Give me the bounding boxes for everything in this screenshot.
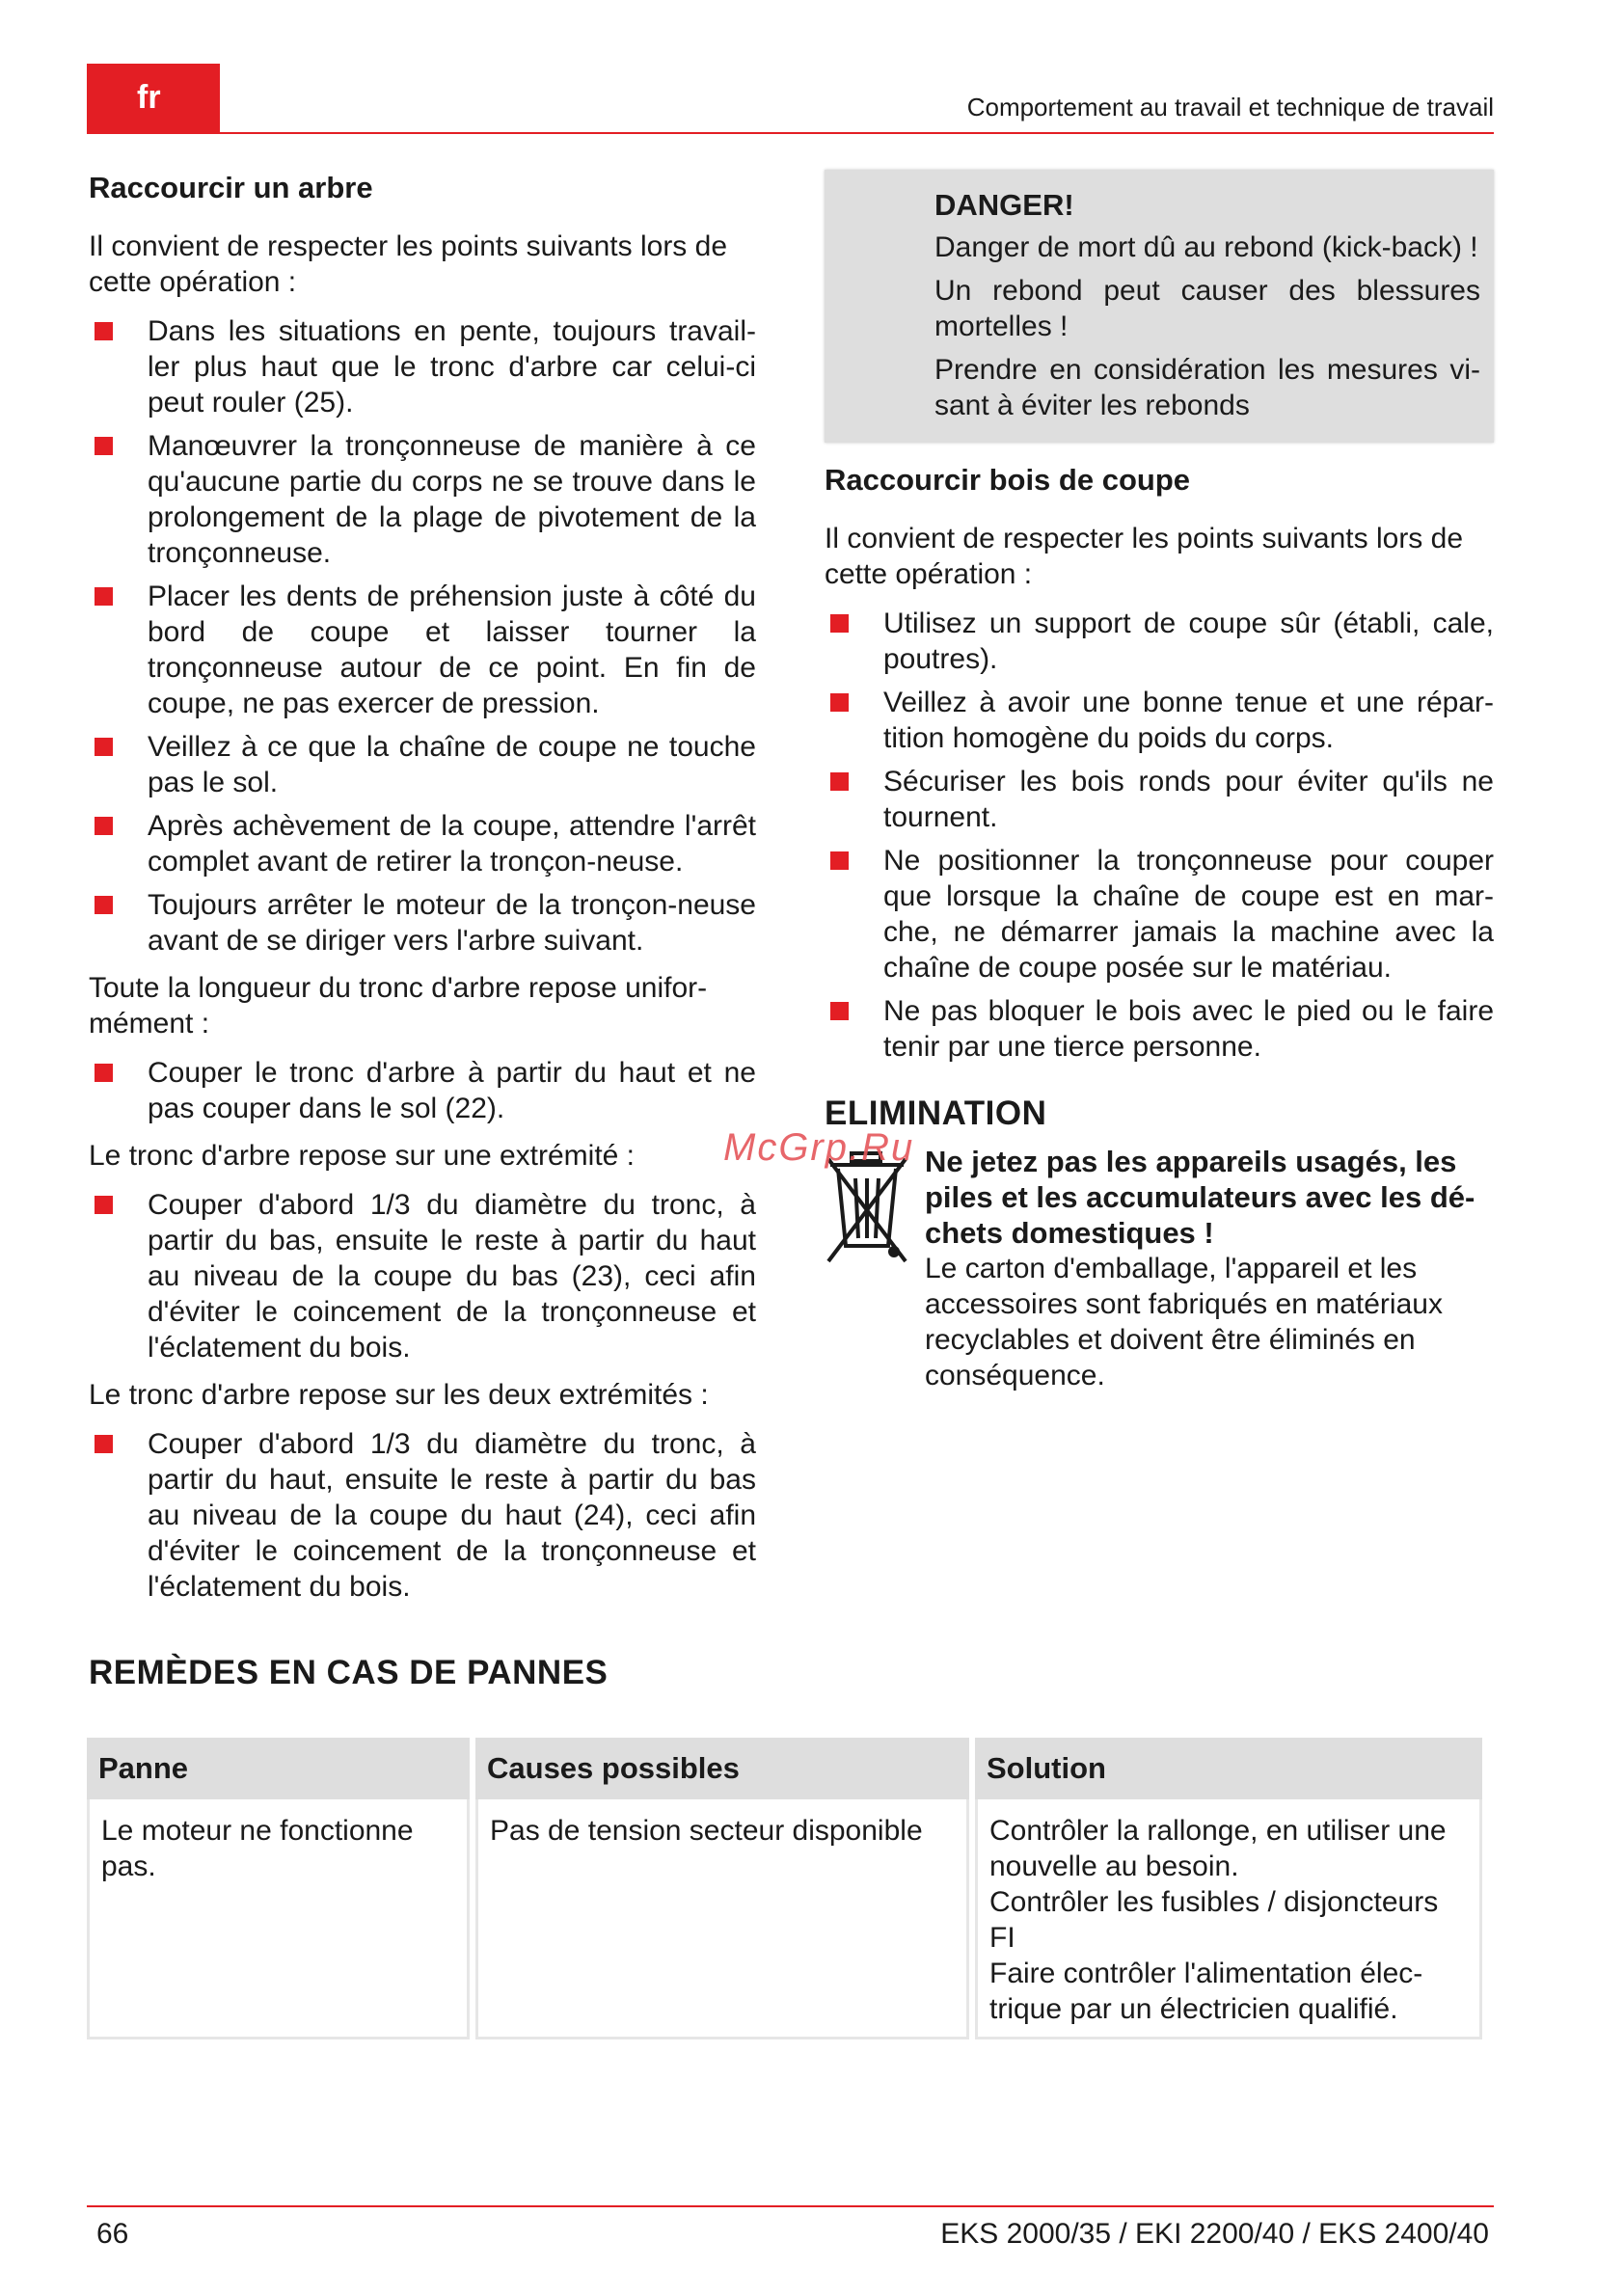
solution-line: Faire contrôler l'alimentation élec-trique par un électricien qualifié. — [989, 1958, 1423, 2025]
elimination-section — [825, 1094, 1494, 1393]
list-item: Sécuriser les bois ronds pour éviter qu'ils ne tournent. — [825, 764, 1494, 835]
danger-line: Un rebond peut causer des blessures mortelles ! — [934, 275, 1480, 342]
list-item: Dans les situations en pente, toujours travail-ler plus haut que le tronc d'arbre car celui-ci peut rouler (25). — [89, 313, 756, 420]
list-item: Couper d'abord 1/3 du diamètre du tronc, à partir du bas, ensuite le reste à partir du haut au niveau de la coupe du bas (23), ceci afin d'éviter le coincement de la tronçonneuse et l'éclatement du bois. — [89, 1187, 756, 1365]
list-item: Veillez à ce que la chaîne de coupe ne touche pas le sol. — [89, 729, 756, 800]
danger-line: Prendre en considération les mesures vi-sant à éviter les rebonds — [934, 354, 1480, 421]
list-item: Ne pas bloquer le bois avec le pied ou le faire tenir par une tierce personne. — [825, 993, 1494, 1065]
cell-panne: Le moteur ne fonctionne pas. — [87, 1799, 470, 2039]
solution-line: Contrôler les fusibles / disjoncteurs FI — [989, 1886, 1439, 1954]
intro-paragraph: Il convient de respecter les points suivants lors de cette opération : — [89, 230, 728, 298]
header-divider — [87, 132, 1494, 134]
cell-solution — [975, 1799, 1482, 2039]
cell-cause: Pas de tension secteur disponible — [475, 1799, 969, 2039]
danger-title: DANGER! — [934, 188, 1074, 222]
list-item: Après achèvement de la coupe, attendre l'arrêt complet avant de retirer la tronçon-neuse. — [89, 808, 756, 879]
right-column — [825, 170, 1494, 1393]
column-header-causes: Causes possibles — [475, 1738, 969, 1799]
list-item: Couper le tronc d'arbre à partir du haut et ne pas couper dans le sol (22). — [89, 1055, 756, 1126]
case-one-end-text: Le tronc d'arbre repose sur une extrémité : — [89, 1140, 636, 1172]
list-item: Couper d'abord 1/3 du diamètre du tronc, à partir du haut, ensuite le reste à partir du bas au niveau de la coupe du haut (24), ceci afin d'éviter le coincement de la tronçonneuse et l'éclatement du bois. — [89, 1426, 756, 1605]
intro-paragraph: Il convient de respecter les points suivants lors de cette opération : — [825, 523, 1464, 590]
list-item: Ne positionner la tronçonneuse pour couper que lorsque la chaîne de coupe est en mar-che, ne démarrer jamais la machine avec la chaîne de coupe posée sur le matériau. — [825, 843, 1494, 986]
list-item: Placer les dents de préhension juste à côté du bord de coupe et laisser tourner la tronçonneuse autour de ce point. En fin de coupe, ne pas exercer de pression. — [89, 579, 756, 721]
section-title: Comportement au travail et technique de travail — [966, 93, 1494, 122]
troubleshooting-table — [81, 1738, 1488, 2039]
danger-warning-box — [825, 170, 1494, 443]
danger-line: Danger de mort dû au rebond (kick-back) ! — [934, 231, 1478, 263]
solution-line: Contrôler la rallonge, en utiliser une nouvelle au besoin. — [989, 1815, 1447, 1882]
bullet-list — [89, 1055, 756, 1126]
list-item: Utilisez un support de coupe sûr (établi, cale, poutres). — [825, 606, 1494, 677]
bullet-list — [89, 1187, 756, 1365]
footer-divider — [87, 2205, 1494, 2207]
language-tab: fr — [87, 64, 220, 133]
case-uniform-text: Toute la longueur du tronc d'arbre repose unifor-mément : — [89, 972, 708, 1040]
watermark: McGrp.Ru — [723, 1126, 915, 1169]
heading-raccourcir-bois: Raccourcir bois de coupe — [825, 463, 1190, 497]
elimination-warning: Ne jetez pas les appareils usagés, les piles et les accumulateurs avec les dé-chets domestiques ! — [925, 1145, 1475, 1250]
column-header-panne: Panne — [87, 1738, 470, 1799]
elimination-title: ELIMINATION — [825, 1094, 1047, 1132]
bullet-list — [89, 1426, 756, 1605]
list-item: Toujours arrêter le moteur de la tronçon-neuse avant de se diriger vers l'arbre suivant. — [89, 887, 756, 959]
heading-raccourcir-arbre: Raccourcir un arbre — [89, 171, 373, 204]
list-item: Veillez à avoir une bonne tenue et une répar-tition homogène du poids du corps. — [825, 685, 1494, 756]
bullet-list — [89, 313, 756, 959]
bullet-list — [825, 606, 1494, 1065]
troubleshooting-title: REMÈDES EN CAS DE PANNES — [89, 1654, 609, 1691]
left-column — [89, 170, 756, 1616]
table-header-row — [87, 1738, 1482, 1799]
model-names: EKS 2000/35 / EKI 2200/40 / EKS 2400/40 — [940, 2218, 1489, 2250]
elimination-text: Le carton d'emballage, l'appareil et les accessoires sont fabriqués en matériaux recyclables et doivent être éliminés en conséquence. — [925, 1253, 1443, 1391]
case-both-ends-text: Le tronc d'arbre repose sur les deux extrémités : — [89, 1379, 709, 1411]
list-item: Manœuvrer la tronçonneuse de manière à ce qu'aucune partie du corps ne se trouve dans le prolongement de la plage de pivotement de la tronçonneuse. — [89, 428, 756, 571]
page-number: 66 — [96, 2218, 129, 2250]
table-row — [87, 1799, 1482, 2039]
column-header-solution: Solution — [975, 1738, 1482, 1799]
